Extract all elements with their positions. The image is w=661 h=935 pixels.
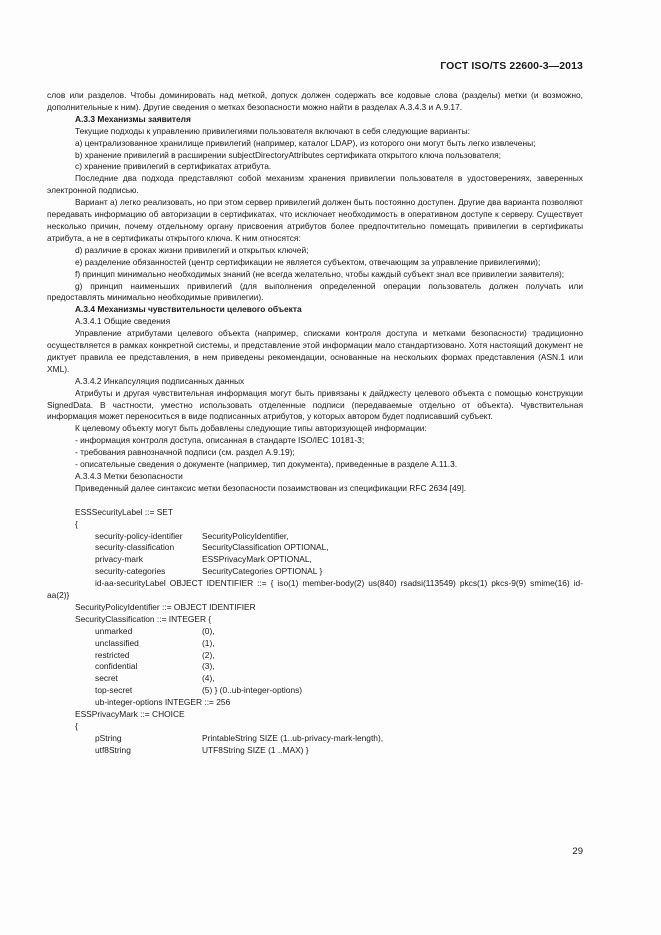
- code-type: SecurityCategories OPTIONAL }: [202, 566, 323, 577]
- subsection-heading: А.3.4.3 Метки безопасности: [75, 471, 183, 481]
- code-line: ub-integer-options INTEGER ::= 256: [95, 697, 231, 708]
- list: [47, 245, 583, 305]
- code-field: security-policy-identifier: [95, 530, 183, 541]
- code-field: unclassified: [95, 637, 139, 648]
- code-type: ESSPrivacyMark OPTIONAL,: [202, 554, 312, 565]
- code-value: (4),: [202, 673, 215, 684]
- list-item: - информация контроля доступа, описанная в стандарте ISO/IEC 10181-3;: [75, 435, 365, 446]
- list-item: - требования равнозначной подписи (см. раздел А.9.19);: [75, 447, 295, 458]
- list-item: f) принцип минимально необходимых знаний (не всегда желательно, чтобы каждый субъект знал все привилегии заявителя);: [75, 268, 565, 279]
- list-item: c) хранение привилегий в сертификатах атрибута.: [75, 161, 272, 172]
- list-item: b) хранение привилегий в расширении subjectDirectoryAttributes сертификата открытого ключа пользователя;: [75, 149, 501, 160]
- dash-list: [47, 435, 583, 471]
- code-line: SecurityClassification ::= INTEGER {: [75, 613, 212, 624]
- code-line: [47, 638, 583, 650]
- section-heading: А.3.4 Механизмы чувствительности целевого объекта: [75, 304, 302, 315]
- subsection-heading: А.3.4.2 Инкапсуляция подписанных данных: [75, 375, 245, 386]
- code-line: [47, 661, 583, 673]
- code-field: top-secret: [95, 685, 133, 696]
- list-item: e) разделение обязанностей (центр сертификации не является субъектом, отвечающим за управление привилегиями);: [75, 256, 541, 267]
- page-number: 29: [572, 846, 583, 857]
- list: [47, 138, 583, 174]
- document-id-header: ГОСТ ISO/TS 22600-3—2013: [440, 60, 583, 72]
- code-line: {: [75, 720, 78, 731]
- paragraph: К целевому объекту могут быть добавлены следующие типы авторизующей информации:: [75, 423, 427, 434]
- list-item: g) принцип наименьших привилегий (для выполнения определенной операции пользователь должен получать или предоставлять минимально необходимые привилегии).: [47, 280, 583, 303]
- code-value: (1),: [202, 637, 215, 648]
- list-item: - описательные сведения о документе (например, тип документа), приведенные в разделе А.11.3.: [75, 459, 458, 470]
- paragraph: Вариант а) легко реализовать, но при этом сервер привилегий должен быть постоянно доступен. Другие два варианта позволяют передавать информацию об авторизации в сертификатах, что исключает необходимость в оперативном доступе к серверу. Существует несколько причин, почему отдельному органу присвоения атрибутов более предпочтительно помещать привилегии в сертификаты атрибута, а не в сертификаты открытого ключа. К ним относятся:: [47, 197, 583, 243]
- code-field: confidential: [95, 661, 138, 672]
- code-line: ESSSecurityLabel ::= SET: [75, 506, 173, 517]
- paragraph: Приведенный далее синтаксис метки безопасности позаимствован из спецификации RFC 2634 [49].: [75, 482, 467, 493]
- list-item: а) централизованное хранилище привилегий (например, каталог LDAP), из которого они могут быть легко извлечены;: [75, 137, 536, 148]
- paragraph: Управление атрибутами целевого объекта (например, списками контроля доступа и метками безопасности) традиционно осуществляется в рамках конкретной системы, и представление этой информации мало стандартизовано. Хотя настоящий документ не диктует правила ее представления, в нем приведены рекомендации, основанные на нескольких формах представления (ASN.1 или XML).: [47, 328, 583, 374]
- code-type: UTF8String SIZE (1 ..MAX) }: [202, 744, 309, 755]
- code-field: unmarked: [95, 625, 133, 636]
- page-content: [47, 90, 583, 757]
- code-field: utf8String: [95, 744, 131, 755]
- code-line: ESSPrivacyMark ::= CHOICE: [75, 708, 185, 719]
- code-line: [47, 542, 583, 554]
- code-line: [47, 733, 583, 745]
- code-line: [47, 554, 583, 566]
- code-field: security-classification: [95, 542, 175, 553]
- code-value: (0),: [202, 625, 215, 636]
- list-item: d) различие в сроках жизни привилегий и открытых ключей;: [75, 244, 309, 255]
- code-value: (3),: [202, 661, 215, 672]
- paragraph: Последние два подхода представляют собой механизм хранения привилегии пользователя в удостоверениях, заверенных электронной подписью.: [47, 173, 583, 196]
- asn1-code-block: [47, 507, 583, 757]
- code-field: secret: [95, 673, 118, 684]
- code-type: SecurityClassification OPTIONAL,: [202, 542, 329, 553]
- code-field: privacy-mark: [95, 554, 143, 565]
- code-line: [47, 685, 583, 697]
- code-field: restricted: [95, 649, 130, 660]
- code-type: SecurityPolicyIdentifier,: [202, 530, 289, 541]
- code-field: pString: [95, 732, 122, 743]
- code-line: [47, 626, 583, 638]
- code-line: SecurityPolicyIdentifier ::= OBJECT IDENTIFIER: [75, 601, 256, 612]
- code-value: (5) } (0..ub-integer-options): [202, 685, 303, 696]
- code-line: [47, 531, 583, 543]
- code-field: security-categories: [95, 566, 166, 577]
- paragraph: слов или разделов. Чтобы доминировать над меткой, допуск должен содержать все кодовые слова (разделы) метки (и возможно, дополнительные к ним). Другие сведения о метках безопасности можно найти в разделах А.3.4.3 и А.9.17.: [47, 90, 583, 112]
- subsection-heading: А.3.4.1 Общие сведения: [75, 316, 171, 327]
- code-line: [47, 650, 583, 662]
- paragraph: Текущие подходы к управлению привилегиями пользователя включают в себя следующие варианты:: [75, 125, 470, 136]
- section-heading: А.3.3 Механизмы заявителя: [75, 113, 191, 124]
- code-line: id-aa-securityLabel OBJECT IDENTIFIER ::= { iso(1) member-body(2) us(840) rsadsi(113549) pkcs(1) pkcs-9(9) smime(16) id-aa(2)}: [47, 578, 583, 601]
- paragraph: Атрибуты и другая чувствительная информация могут быть привязаны к дайджесту целевого объекта с помощью конструкции SignedData. В частности, уместно использовать отделенные подписи (передаваемые отдельно от объекта). Чувствительная информация может переноситься в виде подписанных атрибутов, у которых автором будет подписавший субъект.: [47, 387, 583, 422]
- code-value: (2),: [202, 649, 215, 660]
- code-type: PrintableString SIZE (1..ub-privacy-mark-length),: [202, 732, 384, 743]
- code-line: [47, 673, 583, 685]
- code-line: {: [75, 518, 78, 529]
- code-line: [47, 745, 583, 757]
- code-line: [47, 566, 583, 578]
